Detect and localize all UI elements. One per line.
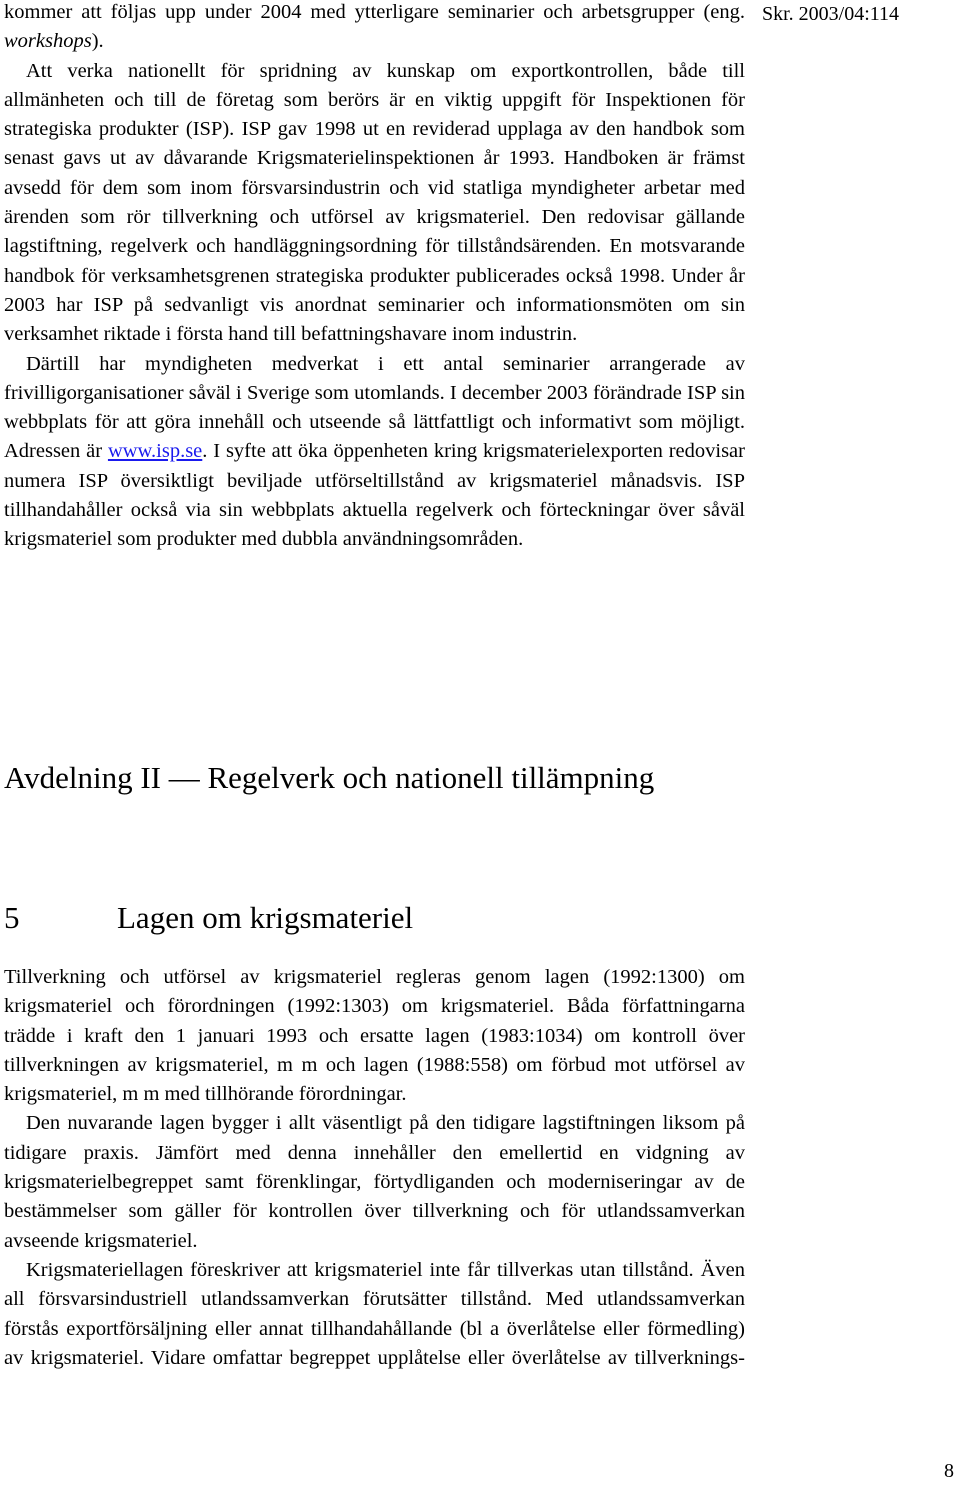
paragraph-law-regulation: Tillverkning och utförsel av krigsmateriel regleras genom lagen (1992:1300) om krigsmateriel och förordningen (1992:1303) om krigsmateriel. Båda författningarna trädde i kraft den 1 januari 1993 och ersatte lagen (1983:1034) om kontroll över tillverkningen av krigsmateriel, m m och lagen (1988:558) om förbud mot utförsel av krigsmateriel, m m med tillhörande förordningar. <box>4 966 745 1106</box>
paragraph-text: . I syfte att öka öppenheten kring krigsmaterielexporten redovisar numera ISP översiktligt beviljade utförseltillstånd av krigsmateriel månadsvis. ISP tillhandahåller också via sin webbplats aktuella regelverk och förteckningar över såväl krigsmateriel som produkter med dubbla användningsområden. <box>4 440 745 551</box>
paragraph-permit-requirement: Krigsmateriellagen föreskriver att krigsmateriel inte får tillverkas utan tillstånd. Även all försvarsindustriell utlandssamverkan förutsätter tillstånd. Med utlandssamverkan förstås exportförsäljning eller annat tillhandahållande (bl a överlåtelse eller förmedling) av krigsmateriel. Vidare omfattar begreppet upplåtelse eller överlåtelse av tillverknings- <box>4 1258 745 1369</box>
chapter-number: 5 <box>4 900 20 935</box>
italic-term: workshops <box>4 30 92 53</box>
isp-website-link[interactable]: www.isp.se <box>107 440 203 463</box>
division-heading: Avdelning II — Regelverk och nationell tillämpning <box>4 760 655 795</box>
body-section-war-materiel-law <box>4 963 745 1373</box>
document-reference: Skr. 2003/04:114 <box>762 3 900 25</box>
body-section-export-information <box>4 0 745 555</box>
paragraph-continuation <box>4 0 745 57</box>
paragraph-text: Därtill har myndigheten medverkat i ett antal seminarier arrangerade av frivilligorganisationer såväl i Sverige som utomlands. I december 2003 förändrade ISP sin webbplats för att göra innehåll och utseende så lättfattligt och informativt som möjligt. Adressen är <box>4 352 745 463</box>
paragraph-text: kommer att följas upp under 2004 med ytterligare seminarier och arbetsgrupper (eng. <box>4 1 745 23</box>
paragraph-current-law: Den nuvarande lagen bygger i allt väsentligt på den tidigare lagstiftningen liksom på tidigare praxis. Jämfört med denna innehåller den emellertid en vidgning av krigsmaterielbegreppet samt förenklingar, förtydliganden och moderniseringar av de bestämmelser som gäller för kontrollen över tillverkning och för utlandssamverkan avseende krigsmateriel. <box>4 1112 745 1252</box>
paragraph-isp-website <box>4 350 745 555</box>
chapter-title: Lagen om krigsmateriel <box>117 900 414 935</box>
page-number: 8 <box>944 1460 954 1482</box>
paragraph-isp-information: Att verka nationellt för spridning av kunskap om exportkontrollen, både till allmänheten och till de företag som berörs är en viktig uppgift för Inspektionen för strategiska produkter (ISP). ISP gav 1998 ut en reviderad upplaga av den handbok som senast gavs ut av dåvarande Krigsmaterielinspektionen år 1993. Handboken är främst avsedd för dem som inom försvarsindustrin och vid statliga myndigheter arbetar med ärenden som rör tillverkning och utförsel av krigsmateriel. Den redovisar gällande lagstiftning, regelverk och handläggningsordning för tillståndsärenden. En motsvarande handbok för verksamhetsgrenen strategiska produkter publicerades också 1998. Under år 2003 har ISP på sedvanligt vis anordnat seminarier och informationsmöten om sin verksamhet riktade i första hand till befattningshavare inom industrin. <box>4 59 745 346</box>
chapter-heading <box>4 898 413 938</box>
paragraph-text: ). <box>91 30 104 53</box>
